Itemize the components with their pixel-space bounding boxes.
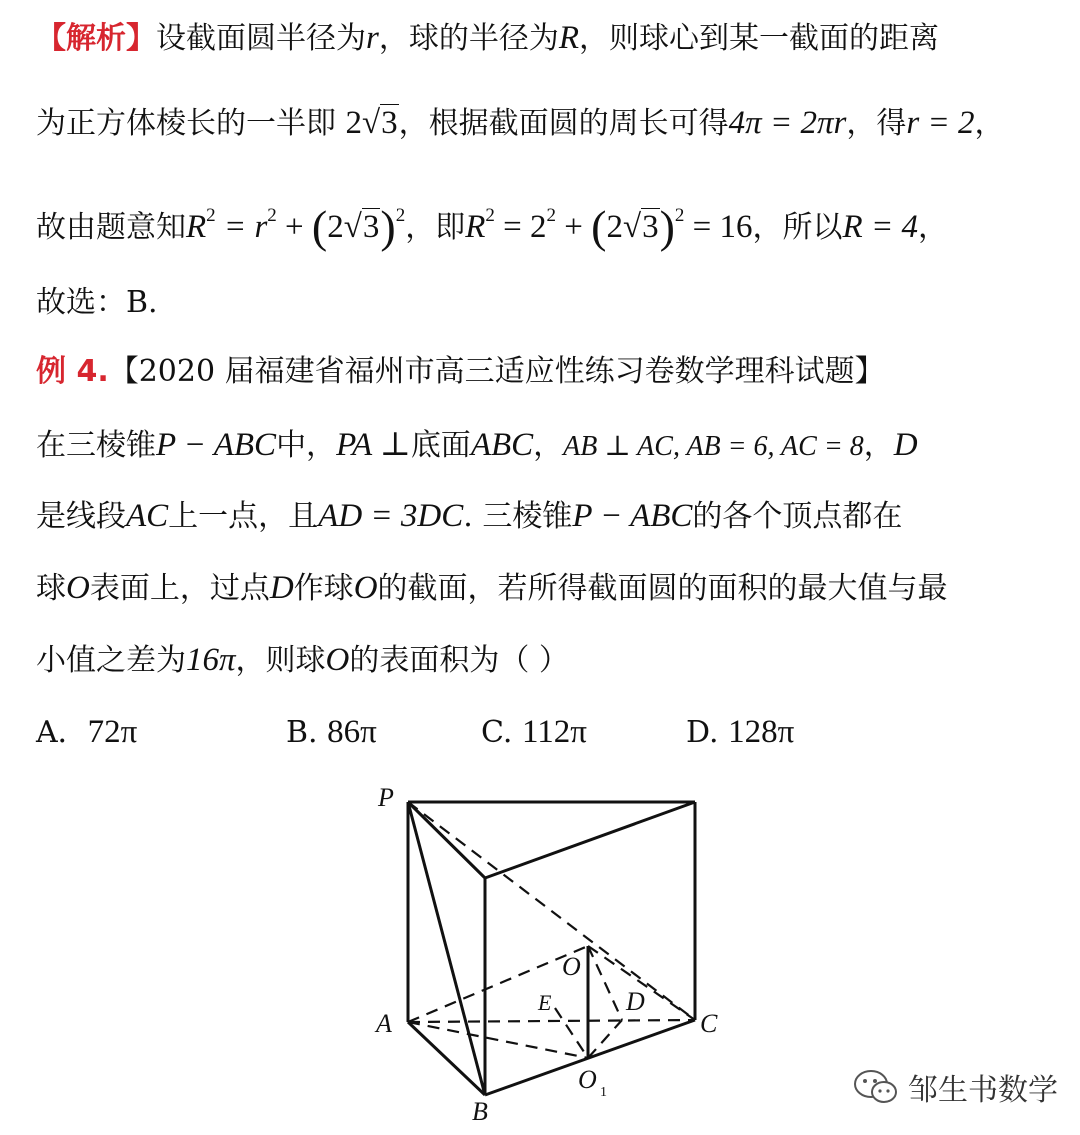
example-heading [36, 352, 885, 392]
edge-AC [408, 1020, 695, 1022]
math-part: = 2 [494, 209, 547, 245]
math-circumference: 4π = 2πr [728, 105, 847, 141]
math-AC: AC [126, 498, 169, 534]
question-text: 的各个顶点都在 [692, 499, 903, 534]
math-2sqrt3 [346, 105, 399, 141]
question-line-3 [36, 568, 948, 609]
radicand: 3 [381, 105, 398, 141]
analysis-text: ，球的半径为 [378, 21, 559, 56]
label-P: P [378, 783, 394, 812]
question-text: 底面 [410, 428, 471, 463]
sqrt-symbol: √3 [362, 105, 398, 141]
example-tag: 例 4. [36, 354, 109, 389]
option-value: 86π [327, 714, 377, 750]
math-R: R [465, 209, 486, 245]
label-A: A [376, 1009, 392, 1038]
paren: ( [311, 201, 328, 252]
label-D: D [626, 987, 645, 1016]
question-line-2 [36, 496, 902, 537]
edge-PB [408, 802, 485, 1095]
paren: ( [591, 201, 607, 252]
math-r: r [366, 20, 379, 56]
segment-AO1 [408, 1022, 588, 1058]
exponent: 2 [267, 205, 277, 226]
question-text: 上一点，且 [168, 499, 319, 534]
answer-options [36, 712, 1036, 756]
analysis-text: 为正方体棱长的一半即 [36, 106, 336, 141]
option-b [286, 712, 377, 753]
label-B: B [472, 1097, 488, 1126]
math-D: D [269, 570, 294, 606]
question-line-4 [36, 640, 569, 681]
math-coef: 2 [345, 105, 363, 141]
question-text: 在三棱锥 [36, 428, 156, 463]
math-perp: PA ⊥ [336, 427, 411, 463]
hidden-edges [408, 802, 695, 1058]
sqrt-symbol: √3 [622, 209, 659, 245]
equation-2 [465, 201, 753, 252]
math-O: O [325, 642, 350, 678]
option-value: 112π [521, 714, 587, 750]
option-label: D. [686, 715, 729, 750]
analysis-text: 设截面圆半径为 [156, 21, 366, 56]
edge-top-front [485, 802, 695, 878]
question-text: 小值之差为 [36, 643, 186, 678]
question-text: . 三棱锥 [463, 499, 573, 534]
math-part: = 16 [684, 209, 753, 245]
label-E: E [538, 990, 552, 1015]
option-label: A． [36, 715, 88, 750]
edge-top-left [408, 802, 485, 878]
edge-PC [408, 802, 695, 1020]
label-O1-subscript: 1 [600, 1085, 607, 1100]
math-plane: ABC [470, 427, 534, 463]
math-part: 2 [606, 209, 623, 245]
question-text: ，则球 [235, 643, 326, 678]
analysis-text: ，所以 [752, 210, 843, 245]
example-source: 【2020 届福建省福州市高三适应性练习卷数学理科试题】 [108, 354, 885, 389]
question-text: 是线段 [36, 499, 126, 534]
segment-EO1 [555, 1008, 588, 1058]
math-R: R [558, 20, 580, 56]
option-d [686, 712, 794, 753]
analysis-text: ，得 [846, 106, 907, 141]
exponent: 2 [546, 205, 556, 226]
math-conditions: AB ⊥ AC, AB = 6, AC = 8 [563, 431, 864, 462]
math-16pi: 16π [186, 642, 236, 678]
option-value: 72π [87, 714, 138, 750]
analysis-text: 故由题意知 [36, 210, 186, 245]
analysis-line-1 [36, 18, 939, 59]
math-O: O [353, 570, 378, 606]
answer-text: 故选：B. [36, 285, 158, 320]
paren: ) [659, 201, 675, 252]
question-text: 中， [276, 428, 337, 463]
question-text: ， [533, 428, 564, 463]
prism-figure [360, 770, 760, 1130]
segment-AO [408, 946, 588, 1022]
radicand: 3 [362, 209, 380, 245]
analysis-line-4 [36, 283, 158, 323]
math-tetrahedron: P − ABC [572, 498, 693, 534]
math-part: 2 [327, 209, 344, 245]
math-part: + [276, 209, 312, 245]
exponent: 2 [674, 205, 685, 226]
exponent: 2 [206, 205, 216, 226]
watermark [852, 1062, 1058, 1112]
question-text: 的表面积为（ ） [349, 643, 569, 678]
wechat-official-account-icon [852, 1067, 900, 1107]
question-text: 作球 [293, 571, 354, 606]
exponent: 2 [485, 205, 495, 226]
option-c [481, 712, 587, 753]
equation-1 [186, 201, 406, 252]
paren: ) [380, 201, 396, 252]
question-text: 表面上，过点 [89, 571, 270, 606]
watermark-text: 邹生书数学 [908, 1073, 1058, 1108]
math-R-equals: R = 4 [842, 209, 918, 245]
option-label: B. [286, 715, 328, 750]
option-label: C. [481, 715, 522, 750]
question-text: ， [863, 428, 894, 463]
edge-AB [408, 1022, 485, 1095]
question-text: 的截面，若所得截面圆的面积的最大值与最 [377, 571, 948, 606]
label-C: C [700, 1009, 718, 1038]
analysis-text: ，则球心到某一截面的距离 [579, 21, 940, 56]
radicand: 3 [642, 209, 659, 245]
math-part: + [556, 209, 592, 245]
option-value: 128π [728, 714, 795, 750]
analysis-text: ， [974, 106, 1005, 141]
analysis-text: ，根据截面圆的周长可得 [398, 106, 729, 141]
question-line-1 [36, 425, 918, 467]
math-R: R [186, 209, 207, 245]
math-O: O [66, 570, 90, 606]
math-part: = r [215, 209, 268, 245]
option-a [36, 712, 137, 753]
math-D: D [893, 427, 918, 463]
question-text: 球 [36, 571, 66, 606]
math-tetrahedron: P − ABC [156, 427, 277, 463]
math-r-equals: r = 2 [906, 105, 975, 141]
analysis-line-3 [36, 196, 948, 252]
label-O: O [562, 952, 581, 981]
analysis-text: ，即 [405, 210, 466, 245]
label-O1: O [578, 1065, 597, 1094]
sqrt-symbol: √3 [343, 209, 380, 245]
analysis-line-2 [36, 103, 1004, 144]
math-ratio: AD = 3DC [318, 498, 464, 534]
analysis-text: ， [917, 210, 948, 245]
analysis-tag: 【解析】 [36, 21, 156, 56]
exponent: 2 [395, 205, 406, 226]
